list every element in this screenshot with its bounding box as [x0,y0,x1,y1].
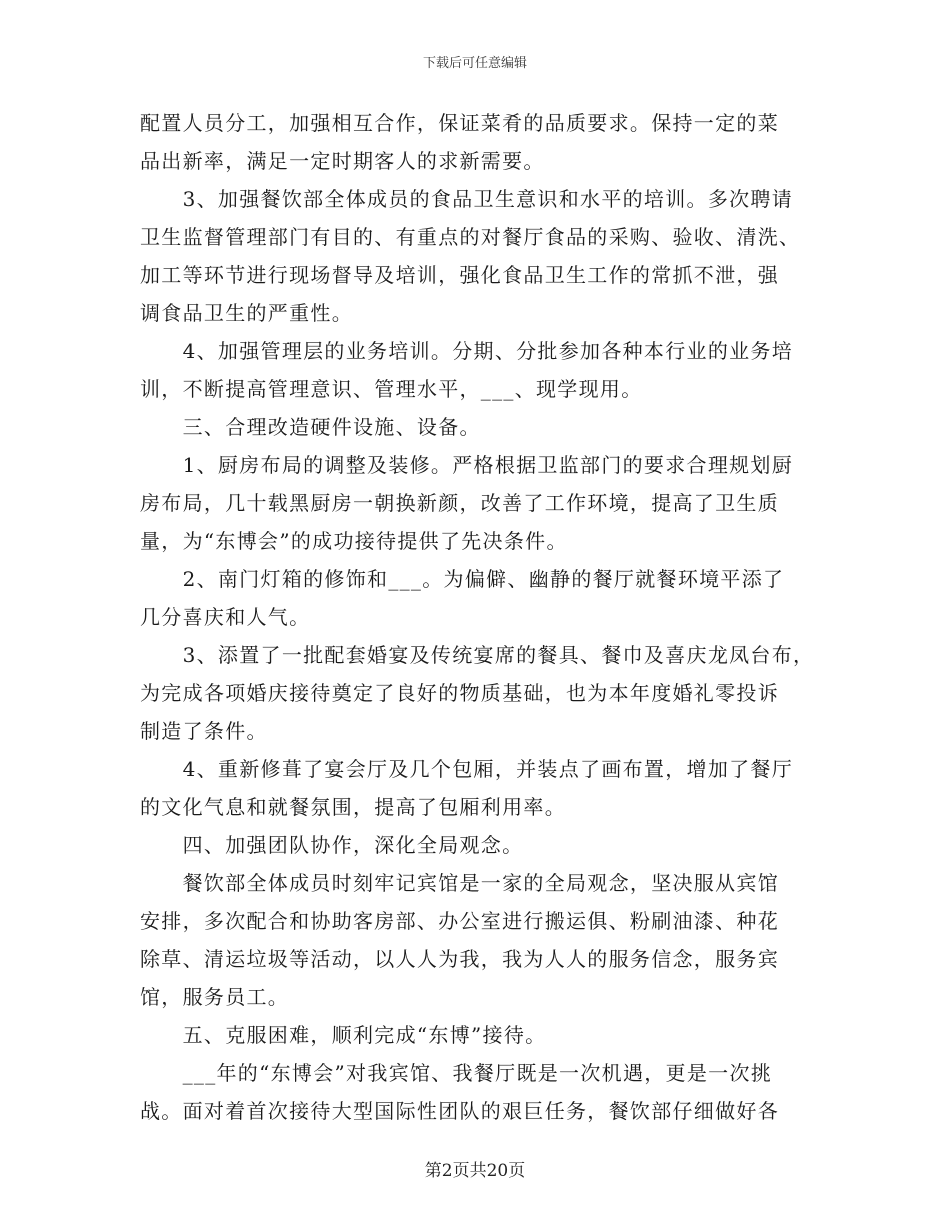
text-line: 几分喜庆和人气。 [140,605,311,629]
text-line: 卫生监督管理部门有目的、有重点的对餐厅食品的采购、验收、清洗、 [140,225,801,249]
text-line: 2、南门灯箱的修饰和___。为偏僻、幽静的餐厅就餐环境平添了 [140,567,785,591]
text-line: 配置人员分工，加强相互合作，保证菜肴的品质要求。保持一定的菜 [140,111,779,135]
text-line: 的文化气息和就餐氛围，提高了包厢利用率。 [140,795,566,819]
text-line: 3、加强餐饮部全体成员的食品卫生意识和水平的培训。多次聘请 [140,187,794,211]
page-number: 第2页共20页 [424,1161,526,1181]
text-line: 安排，多次配合和协助客房部、办公室进行搬运俱、粉刷油漆、种花 [140,909,779,933]
text-line: 3、添置了一批配套婚宴及传统宴席的餐具、餐巾及喜庆龙凤台布， [140,643,815,667]
section-heading: 四、加强团队协作，深化全局观念。 [140,833,524,857]
document-body [140,104,815,1130]
text-line: 训，不断提高管理意识、管理水平，___、现学现用。 [140,377,643,401]
text-line: 调食品卫生的严重性。 [140,301,353,325]
text-line: 加工等环节进行现场督导及培训，强化食品卫生工作的常抓不泄，强 [140,263,779,287]
text-line: 为完成各项婚庆接待奠定了良好的物质基础，也为本年度婚礼零投诉 [140,681,779,705]
section-heading: 五、克服困难，顺利完成“东博”接待。 [140,1023,547,1047]
text-line: 战。面对着首次接待大型国际性团队的艰巨任务，餐饮部仔细做好各 [140,1099,779,1123]
text-line: 4、重新修葺了宴会厅及几个包厢，并装点了画布置，增加了餐厅 [140,757,794,781]
text-line: 餐饮部全体成员时刻牢记宾馆是一家的全局观念，坚决服从宾馆 [140,871,779,895]
text-line: 1、厨房布局的调整及装修。严格根据卫监部门的要求合理规划厨 [140,453,794,477]
page-header: 下载后可任意编辑 [422,56,527,71]
text-line: 4、加强管理层的业务培训。分期、分批参加各种本行业的业务培 [140,339,794,363]
text-line: 量，为“东博会”的成功接待提供了先决条件。 [140,529,568,553]
text-line: 馆，服务员工。 [140,985,290,1009]
text-line: 制造了条件。 [140,719,268,743]
section-heading: 三、合理改造硬件设施、设备。 [140,415,481,439]
text-line: 房布局，几十载黑厨房一朝换新颜，改善了工作环境，提高了卫生质 [140,491,779,515]
text-line: 品出新率，满足一定时期客人的求新需要。 [140,149,545,173]
text-line: ___年的“东博会”对我宾馆、我餐厅既是一次机遇，更是一次挑 [140,1061,773,1085]
text-line: 除草、清运垃圾等活动，以人人为我，我为人人的服务信念，服务宾 [140,947,779,971]
